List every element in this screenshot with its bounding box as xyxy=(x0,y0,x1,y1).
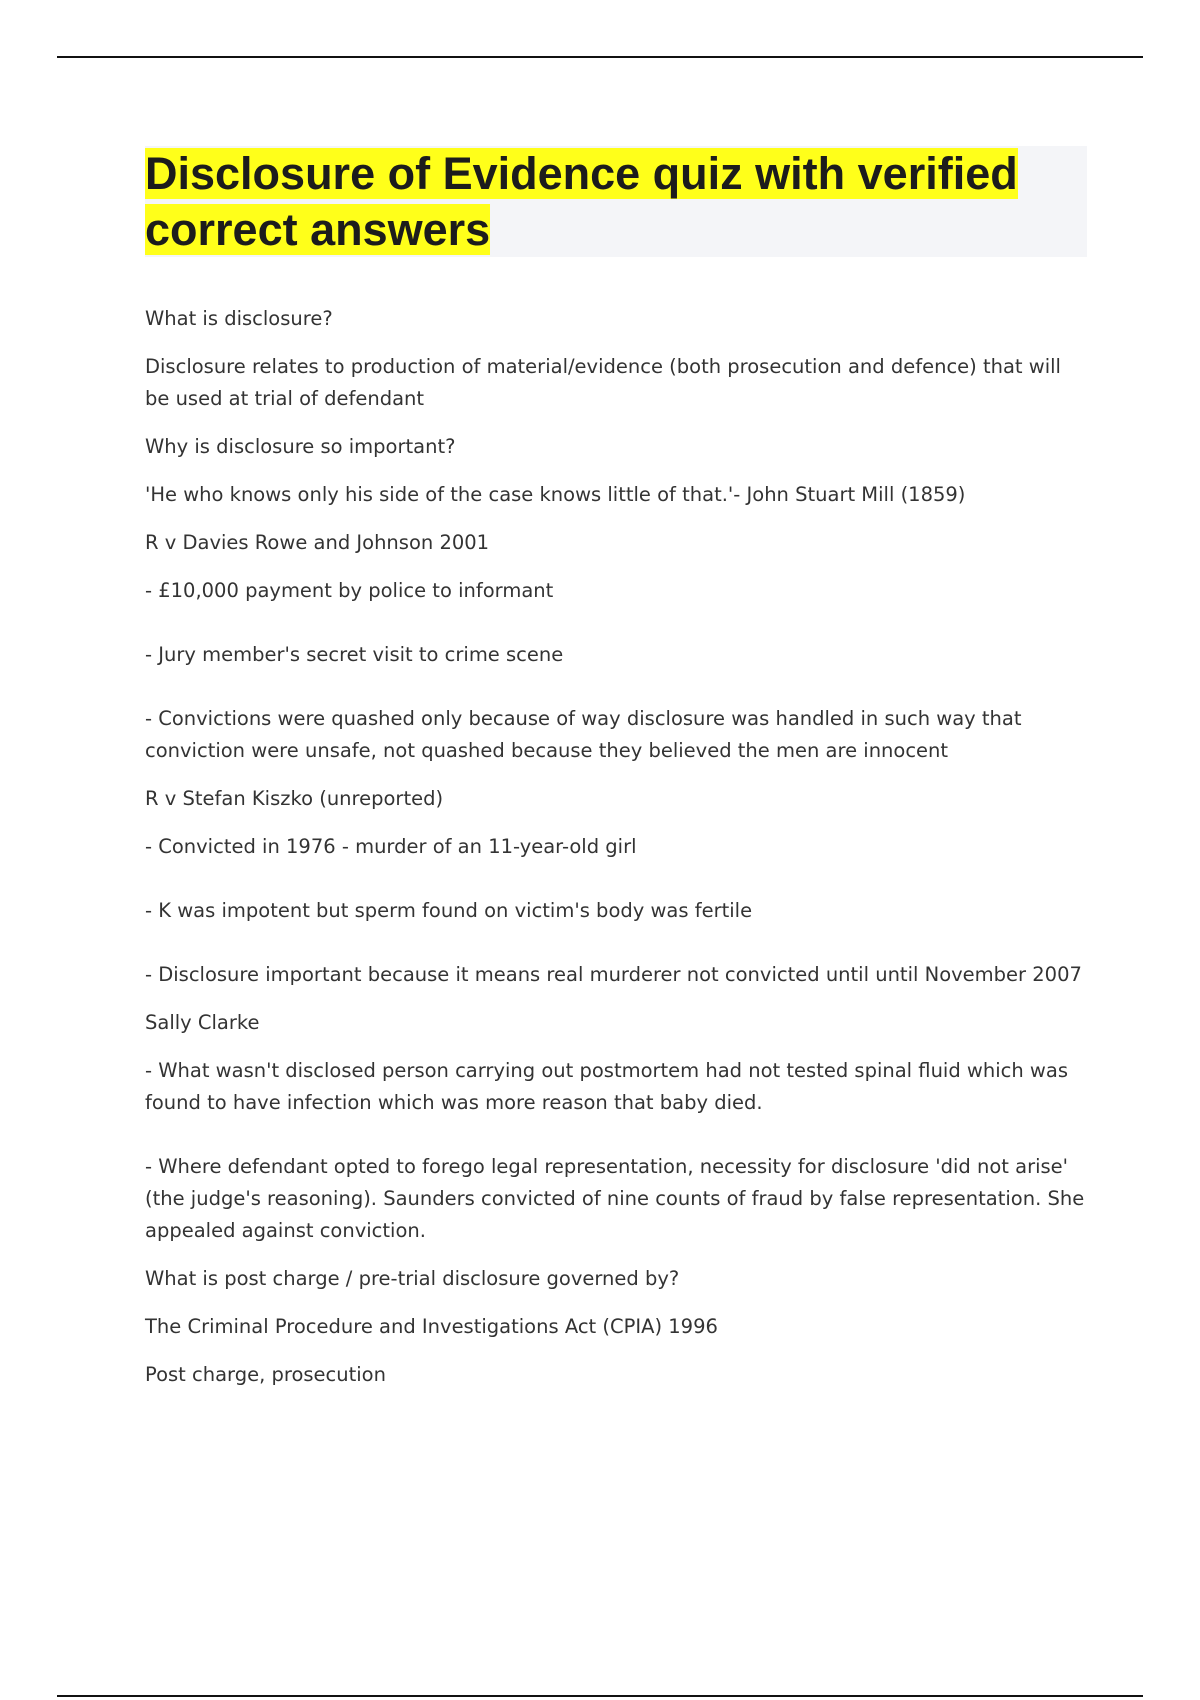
bullet-paragraph: - What wasn't disclosed person carrying out postmortem had not tested spinal fluid which was found to have infection which was more reason that baby died. xyxy=(145,1059,1068,1114)
bullet-paragraph: - Convictions were quashed only because of way disclosure was handled in such way that conviction were unsafe, not quashed because they believed the men are innocent xyxy=(145,707,1022,762)
bullet-paragraph: - Convicted in 1976 - murder of an 11-year-old girl xyxy=(145,835,637,858)
case-heading-davies: R v Davies Rowe and Johnson 2001 xyxy=(145,531,490,554)
quote-paragraph: 'He who knows only his side of the case knows little of that.'- John Stuart Mill (1859) xyxy=(145,483,966,506)
question-what-is-disclosure: What is disclosure? xyxy=(145,307,333,330)
bullet-paragraph: - Where defendant opted to forego legal representation, necessity for disclosure 'did not arise' (the judge's reasoning). Saunders convicted of nine counts of fraud by false representation. She appealed against conviction. xyxy=(145,1155,1085,1242)
bullet-paragraph: - Jury member's secret visit to crime scene xyxy=(145,643,564,666)
answer-paragraph: Disclosure relates to production of material/evidence (both prosecution and defence) that will be used at trial of defendant xyxy=(145,355,1061,410)
question-why-important: Why is disclosure so important? xyxy=(145,435,456,458)
case-heading-clarke: Sally Clarke xyxy=(145,1011,260,1034)
bullet-paragraph: - K was impotent but sperm found on victim's body was fertile xyxy=(145,899,753,922)
document-title xyxy=(145,146,1105,258)
case-heading-kiszko: R v Stefan Kiszko (unreported) xyxy=(145,787,444,810)
bottom-rule xyxy=(57,1695,1143,1697)
document-body xyxy=(145,303,1090,1407)
title-highlight: Disclosure of Evidence quiz with verified correct answers xyxy=(145,148,1018,255)
bullet-paragraph: - £10,000 payment by police to informant xyxy=(145,579,554,602)
top-rule xyxy=(57,56,1143,58)
bullet-paragraph: - Disclosure important because it means real murderer not convicted until until November 2007 xyxy=(145,963,1082,986)
answer-paragraph: Post charge, prosecution xyxy=(145,1363,386,1386)
answer-paragraph: The Criminal Procedure and Investigations Act (CPIA) 1996 xyxy=(145,1315,718,1338)
question-governed-by: What is post charge / pre-trial disclosure governed by? xyxy=(145,1267,680,1290)
